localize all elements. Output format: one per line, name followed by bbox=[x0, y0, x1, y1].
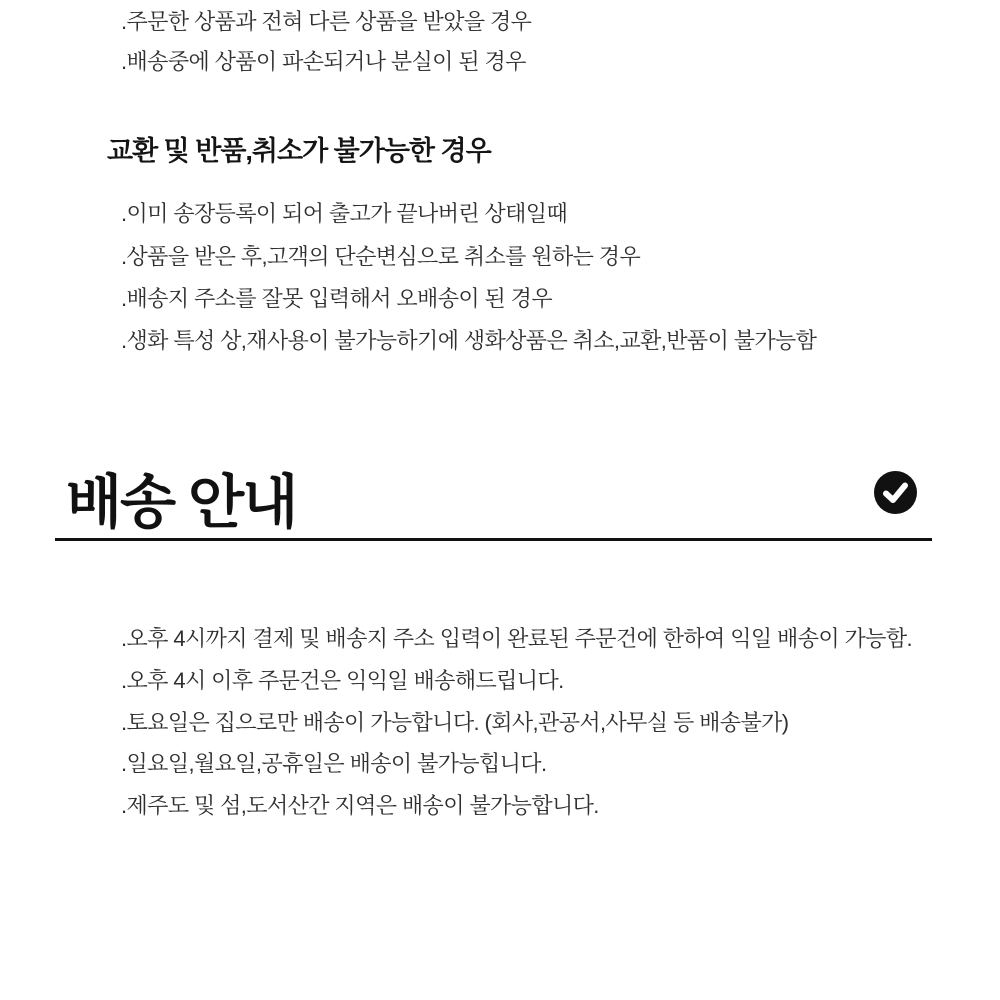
exchange-item: .상품을 받은 후,고객의 단순변심으로 취소를 원하는 경우 bbox=[121, 244, 641, 269]
exchange-item: .생화 특성 상,재사용이 불가능하기에 생화상품은 취소,교환,반품이 불가능함 bbox=[121, 328, 817, 353]
exchange-intro-item: .주문한 상품과 전혀 다른 상품을 받았을 경우 bbox=[121, 9, 532, 34]
exchange-item: .이미 송장등록이 되어 출고가 끝나버린 상태일때 bbox=[121, 201, 568, 226]
shipping-item: .오후 4시 이후 주문건은 익익일 배송해드립니다. bbox=[121, 668, 564, 693]
shipping-item: .오후 4시까지 결제 및 배송지 주소 입력이 완료된 주문건에 한하여 익일 배송이 가능함. bbox=[121, 626, 912, 651]
check-circle-icon bbox=[874, 471, 917, 514]
exchange-impossible-heading: 교환 및 반품,취소가 불가능한 경우 bbox=[107, 136, 491, 166]
exchange-intro-item: .배송중에 상품이 파손되거나 분실이 된 경우 bbox=[121, 49, 526, 74]
exchange-item: .배송지 주소를 잘못 입력해서 오배송이 된 경우 bbox=[121, 286, 552, 311]
shipping-info-title: 배송 안내 bbox=[66, 470, 297, 535]
title-divider bbox=[55, 538, 932, 541]
shipping-item: .일요일,월요일,공휴일은 배송이 불가능힙니다. bbox=[121, 751, 547, 776]
shipping-item: .제주도 및 섬,도서산간 지역은 배송이 불가능합니다. bbox=[121, 793, 599, 818]
shipping-item: .토요일은 집으로만 배송이 가능합니다. (회사,관공서,사무실 등 배송불가) bbox=[121, 710, 789, 735]
